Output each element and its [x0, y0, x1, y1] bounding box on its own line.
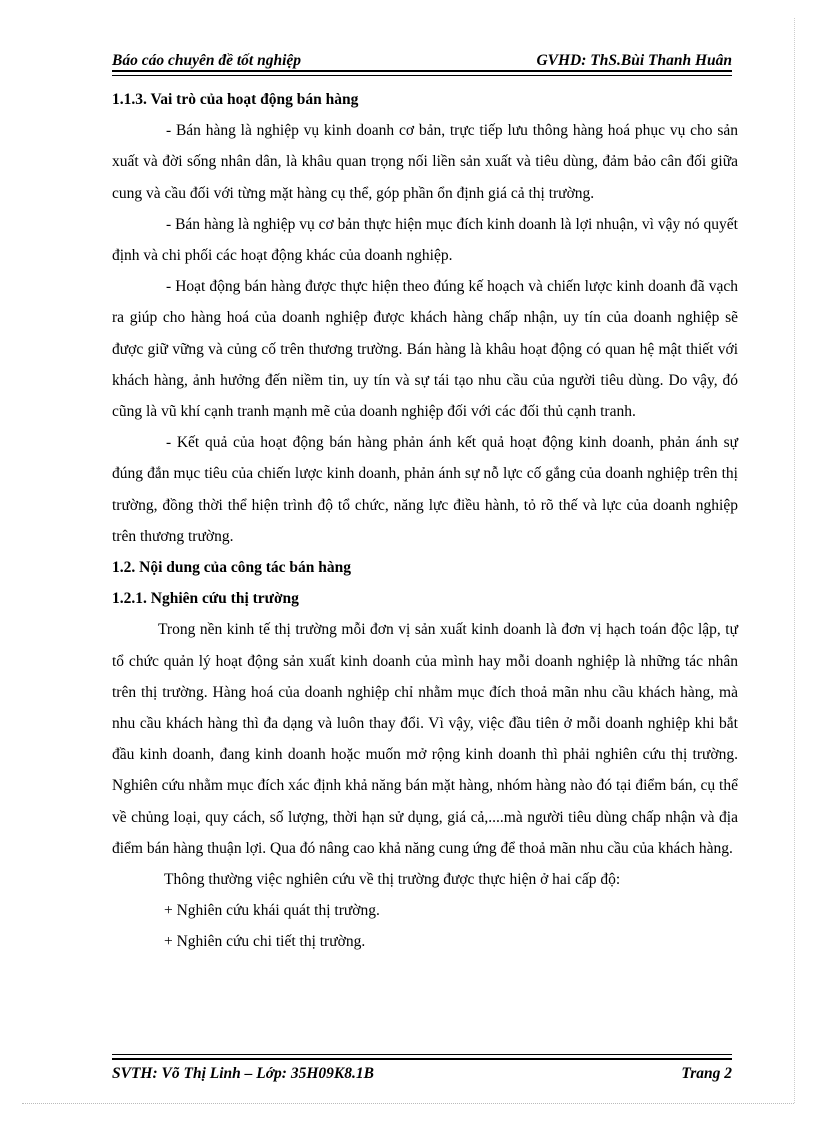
paragraph: Thông thường việc nghiên cứu về thị trường được thực hiện ở hai cấp độ:: [164, 871, 621, 889]
footer-rule: [112, 1058, 732, 1060]
paragraph: - Hoạt động bán hàng được thực hiện theo đúng kế hoạch và chiến lược kinh doanh đã vạch ra giúp cho hàng hoá của doanh nghiệp được khách hàng chấp nhận, uy tín của doanh nghiệp sẽ được giữ vững và củng cố trên thương trường. Bán hàng là khâu hoạt động có quan hệ mật thiết với khách hàng, ảnh hưởng đến niềm tin, uy tín và sự tái tạo nhu cầu của người tiêu dùng. Do vậy, đó cũng là vũ khí cạnh tranh mạnh mẽ của doanh nghiệp đối với các đối thủ cạnh tranh.: [112, 278, 738, 421]
section-heading-1-2-1: 1.2.1. Nghiên cứu thị trường: [112, 590, 299, 608]
footer-page-number: Trang 2: [681, 1065, 732, 1082]
header-rule: [112, 70, 732, 72]
list-item: + Nghiên cứu chi tiết thị trường.: [164, 933, 366, 951]
paragraph: - Bán hàng là nghiệp vụ cơ bản thực hiện mục đích kinh doanh là lợi nhuận, vì vậy nó quyết định và chi phối các hoạt động khác của doanh nghiệp.: [112, 215, 738, 265]
header-report-title: Báo cáo chuyên đề tốt nghiệp: [112, 52, 302, 69]
section-heading-1-1-3: 1.1.3. Vai trò của hoạt động bán hàng: [112, 91, 359, 108]
header-advisor: GVHD: ThS.Bùi Thanh Huân: [536, 52, 732, 69]
page-edge-bottom: [22, 1103, 794, 1104]
list-item: + Nghiên cứu khái quát thị trường.: [164, 902, 380, 920]
page-header: [112, 46, 732, 70]
header-rule-thin: [112, 75, 732, 76]
paragraph: - Bán hàng là nghiệp vụ kinh doanh cơ bản, trực tiếp lưu thông hàng hoá phục vụ cho sản xuất và đời sống nhân dân, là khâu quan trọng nối liền sản xuất và tiêu dùng, đảm bảo cân đối giữa cung và cầu đối với từng mặt hàng cụ thể, góp phần ổn định giá cả thị trường.: [112, 122, 738, 202]
paragraph: - Kết quả của hoạt động bán hàng phản ánh kết quả hoạt động kinh doanh, phản ánh sự đúng đắn mục tiêu của chiến lược kinh doanh, phản ánh sự nỗ lực cố gắng của doanh nghiệp trên thị trường, đồng thời thể hiện trình độ tổ chức, năng lực điều hành, tỏ rõ thế và lực của doanh nghiệp trên thương trường.: [112, 434, 738, 545]
section-heading-1-2: 1.2. Nội dung của công tác bán hàng: [112, 559, 352, 577]
footer-rule-thin: [112, 1054, 732, 1055]
footer-student: SVTH: Võ Thị Linh – Lớp: 35H09K8.1B: [112, 1065, 374, 1082]
page-body: [112, 84, 738, 958]
page-edge-right: [794, 18, 795, 1103]
page-footer: [112, 1062, 732, 1086]
paragraph: Trong nền kinh tế thị trường mỗi đơn vị sản xuất kinh doanh là đơn vị hạch toán độc lập, tự tổ chức quản lý hoạt động sản xuất kinh doanh của mình hay mỗi doanh nghiệp là những tác nhân trên thị trường. Hàng hoá của doanh nghiệp chỉ nhằm mục đích thoả mãn nhu cầu khách hàng, mà nhu cầu khách hàng thì đa dạng và luôn thay đổi. Vì vậy, việc đầu tiên ở mỗi doanh nghiệp khi bắt đầu kinh doanh, đang kinh doanh hoặc muốn mở rộng kinh doanh thì phải nghiên cứu thị trường. Nghiên cứu nhằm mục đích xác định khả năng bán mặt hàng, nhóm hàng nào đó tại điểm bán, cụ thể về chủng loại, quy cách, số lượng, thời hạn sử dụng, giá cả,....mà người tiêu dùng chấp nhận và địa điểm bán hàng thuận lợi. Qua đó nâng cao khả năng cung ứng để thoả mãn nhu cầu của khách hàng.: [112, 621, 738, 857]
